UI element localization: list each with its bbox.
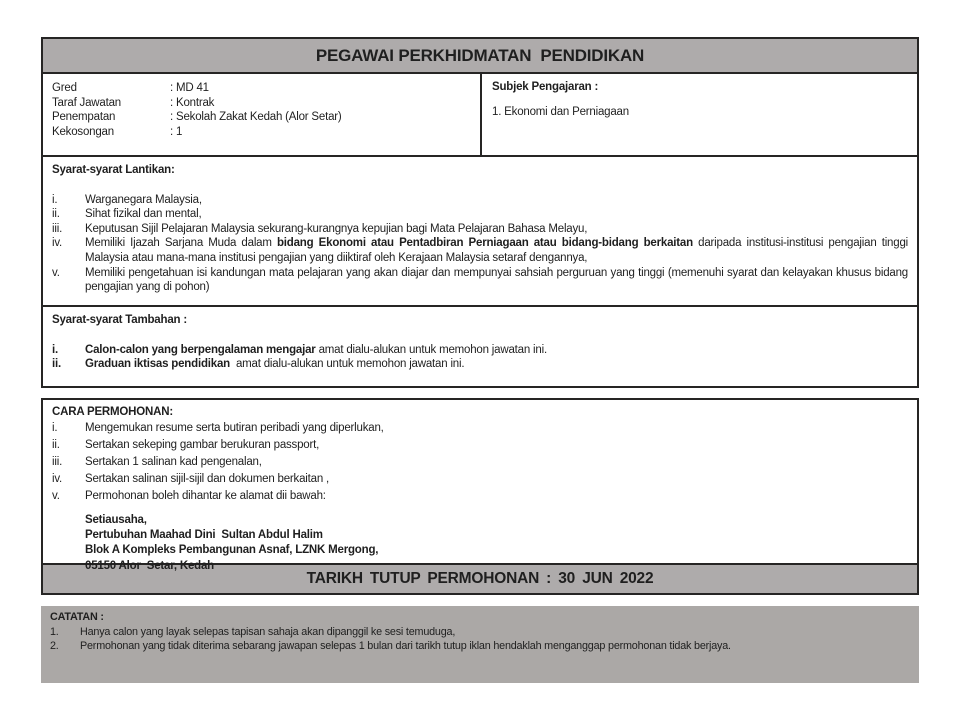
list-item-numeral: iii. — [52, 455, 63, 468]
document-body — [41, 37, 919, 683]
additional-requirements-list — [52, 343, 908, 372]
list-item-text: Calon-calon yang berpengalaman mengajar amat dialu-alukan untuk memohon jawatan ini. — [85, 343, 547, 356]
list-item-numeral: i. — [52, 421, 58, 434]
info-label: Kekosongan — [52, 125, 114, 138]
list-item-numeral: 2. — [50, 639, 59, 652]
list-item-text: Permohonan yang tidak diterima sebarang jawapan selepas 1 bulan dari tarikh tutup iklan hendaklah menganggap permohonan tidak berjaya. — [80, 639, 731, 652]
list-item-text: Warganegara Malaysia, — [85, 193, 202, 206]
list-item — [52, 236, 912, 265]
application-method-list — [52, 421, 908, 504]
page-title: PEGAWAI PERKHIDMATAN PENDIDIKAN — [315, 45, 645, 65]
additional-requirements-section — [41, 305, 919, 388]
address-line: Setiausaha, — [85, 513, 147, 526]
list-item — [52, 421, 908, 436]
list-item-text: Graduan iktisas pendidikan amat dialu-alukan untuk memohon jawatan ini. — [85, 358, 465, 371]
address-line: Blok A Kompleks Pembangunan Asnaf, LZNK Mergong, — [85, 544, 379, 557]
list-item-text: Memiliki pengetahuan isi kandungan mata pelajaran yang akan diajar dan mempunyai sahsiah perguruan yang tinggi (memenuhi syarat dan kelayakan khusus bidang pengajian yang di pohon) — [85, 266, 911, 294]
info-row — [52, 96, 472, 111]
list-item-text: Keputusan Sijil Pelajaran Malaysia sekurang-kurangnya kepujian bagi Mata Pelajaran Bahasa Melayu, — [85, 222, 588, 235]
list-item-text: Mengemukan resume serta butiran peribadi yang diperlukan, — [85, 421, 384, 434]
position-details-cell — [43, 74, 482, 155]
teaching-subject-cell — [482, 74, 917, 155]
list-item-numeral: v. — [52, 490, 60, 503]
address-line: 05150 Alor Setar, Kedah — [85, 559, 215, 572]
subject-item: 1. Ekonomi dan Perniagaan — [492, 106, 629, 118]
appointment-requirements-heading: Syarat-syarat Lantikan: — [52, 164, 175, 176]
info-value: : 1 — [170, 125, 183, 138]
info-row — [52, 81, 472, 96]
spacer — [52, 178, 908, 193]
list-item-text: Hanya calon yang layak selepas tapisan sahaja akan dipanggil ke sesi temuduga, — [80, 625, 456, 638]
info-label: Gred — [52, 82, 77, 94]
list-item-numeral: i. — [52, 343, 58, 356]
list-item — [52, 472, 908, 487]
info-label: Taraf Jawatan — [52, 96, 121, 109]
list-item-numeral: ii. — [52, 438, 60, 451]
list-item-numeral: ii. — [52, 358, 61, 371]
subject-heading: Subjek Pengajaran : — [492, 81, 599, 93]
position-info-row — [41, 72, 919, 157]
info-row — [52, 125, 472, 140]
list-item — [52, 455, 908, 470]
closing-date-text: TARIKH TUTUP PERMOHONAN : 30 JUN 2022 — [306, 570, 654, 587]
advert-title-bar — [41, 37, 919, 74]
info-label: Penempatan — [52, 111, 116, 124]
list-item-numeral: 1. — [50, 625, 59, 638]
list-item — [52, 489, 908, 504]
list-item-text: Sertakan salinan sijil-sijil dan dokumen berkaitan , — [85, 473, 330, 486]
notes-heading: CATATAN : — [50, 611, 104, 623]
list-item-text: Permohonan boleh dihantar ke alamat dii bawah: — [85, 490, 326, 503]
list-item — [50, 626, 909, 640]
list-item — [50, 640, 909, 654]
list-item-text: Sertakan 1 salinan kad pengenalan, — [85, 455, 262, 468]
list-item-numeral: iv. — [52, 473, 63, 486]
list-item — [52, 357, 908, 372]
list-item-text: Sertakan sekeping gambar berukuran passport, — [85, 438, 320, 451]
application-method-section — [41, 398, 919, 572]
info-value: : Kontrak — [170, 96, 215, 109]
list-item-numeral: iv. — [52, 237, 63, 250]
appointment-requirements-list — [52, 193, 912, 295]
spacer — [52, 328, 908, 343]
notes-section — [41, 606, 919, 683]
list-item — [52, 343, 908, 358]
list-item — [52, 438, 908, 453]
info-row — [52, 110, 472, 125]
list-item — [52, 207, 908, 222]
application-method-heading: CARA PERMOHONAN: — [52, 406, 173, 418]
list-item-numeral: iii. — [52, 222, 63, 235]
list-item-text: Memiliki Ijazah Sarjana Muda dalam bidang Ekonomi atau Pentadbiran Perniagaan atau bidang-bidang berkaitan daripada institusi-institusi pengajian tinggi Malaysia atau mana-mana institusi pengajian yang diiktiraf oleh Kerajaan Malaysia setaraf dengannya, — [85, 237, 912, 264]
list-item — [52, 222, 908, 237]
list-item — [52, 266, 911, 295]
address-line: Pertubuhan Maahad Dini Sultan Abdul Halim — [85, 529, 323, 542]
info-value: : MD 41 — [170, 82, 209, 94]
info-value: : Sekolah Zakat Kedah (Alor Setar) — [170, 111, 342, 124]
list-item-text: Sihat fizikal dan mental, — [85, 208, 202, 221]
list-item-numeral: i. — [52, 193, 58, 206]
list-item — [52, 193, 908, 208]
additional-requirements-heading: Syarat-syarat Tambahan : — [52, 314, 187, 326]
list-item-numeral: ii. — [52, 208, 60, 221]
list-item-numeral: v. — [52, 266, 60, 279]
notes-list — [50, 626, 909, 654]
appointment-requirements-section — [41, 155, 919, 307]
